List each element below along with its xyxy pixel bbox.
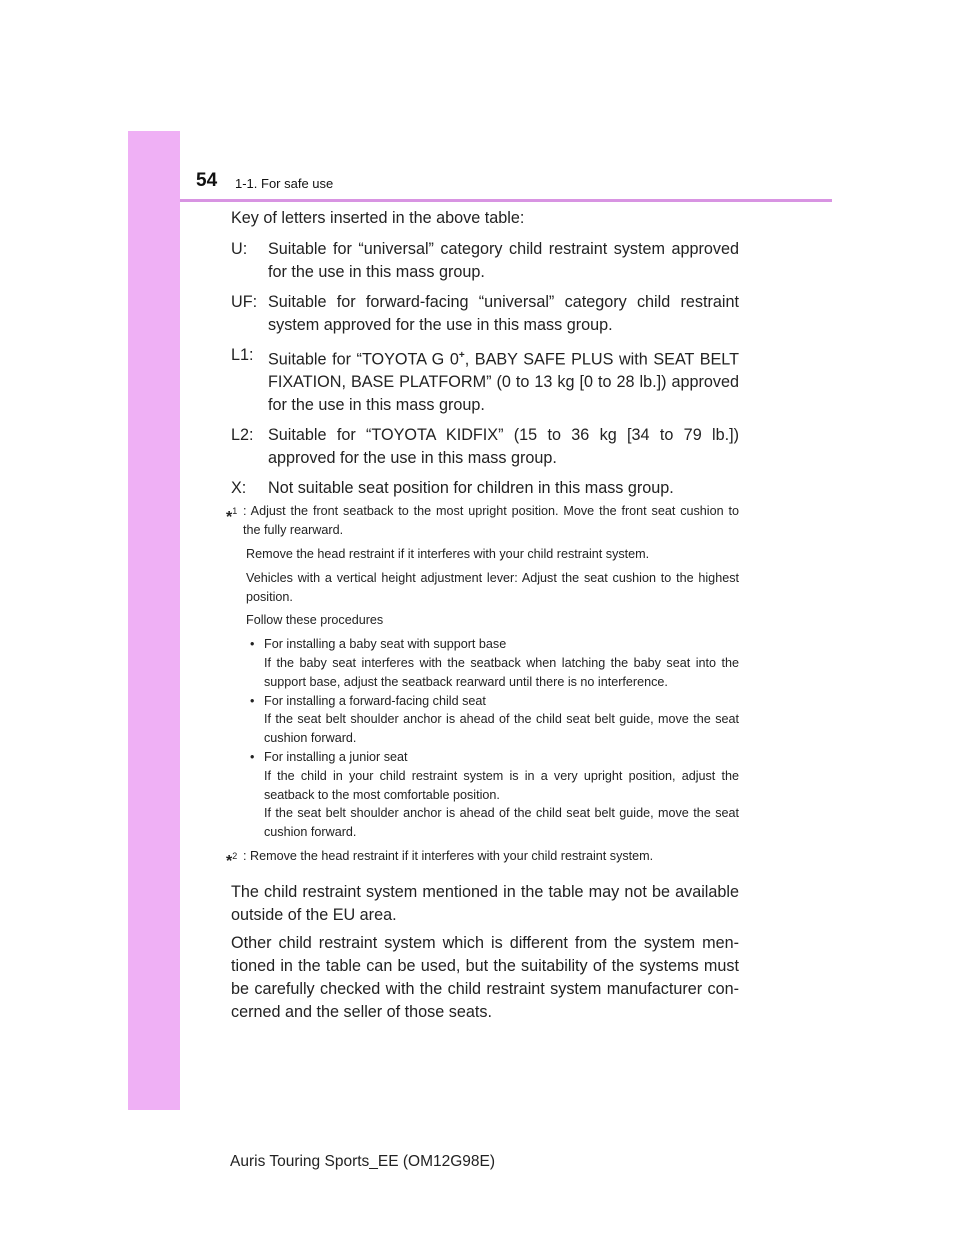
key-intro: Key of letters inserted in the above table: (231, 209, 525, 227)
list-item (246, 635, 739, 691)
key-item-x (231, 477, 739, 500)
footnote-text: Vehicles with a vertical height adjustment lever: Adjust the seat cushion to the highest position. (246, 570, 739, 604)
key-text: Not suitable seat position for children in this mass group. (268, 479, 674, 498)
key-item-u (231, 238, 739, 284)
bullet-icon: • (250, 693, 255, 708)
side-tab-band (128, 131, 180, 1110)
key-text: Suitable for “TOYOTA KIDFIX” (15 to 36 kg [34 to 79 lb.]) approved for the use in this mass group. (268, 426, 739, 468)
key-item-uf (231, 291, 739, 337)
key-text-sup: + (458, 350, 465, 361)
list-item (246, 692, 739, 748)
bullet-detail: If the child in your child restraint system is in a very upright position, adjust the seatback to the most comfortable position. (264, 768, 739, 802)
key-code: L1: (231, 346, 254, 364)
bullet-detail: If the seat belt shoulder anchor is ahead of the child seat belt guide, move the seat cushion forward. (264, 806, 739, 840)
key-text: Suitable for “universal” category child restraint system approved for the use in this mass group. (268, 240, 739, 281)
bullet-title: For installing a forward-facing child seat (264, 693, 486, 708)
footnote-1 (226, 502, 739, 846)
footnote-text: Remove the head restraint if it interferes with your child restraint system. (246, 546, 650, 561)
header-rule (180, 199, 832, 202)
procedure-list (246, 635, 739, 842)
bullet-icon: • (250, 637, 255, 652)
footnote-text: : Remove the head restraint if it interferes with your child restraint system. (243, 848, 654, 863)
footnote-marker: *$^1$ (226, 506, 238, 526)
closing-paragraph: The child restraint system mentioned in the table may not be available outside of the EU area. (231, 882, 739, 924)
key-text-post: , BABY SAFE PLUS with SEAT BELT FIXATION, BASE PLATFORM” (0 to 13 kg [0 to 28 lb.]) approved for the use in this mass group. (268, 350, 739, 415)
list-item (246, 748, 739, 842)
footnote-2 (226, 847, 739, 871)
footnote-text: : Adjust the front seatback to the most upright position. Move the front seat cushion to the fully rearward. (243, 504, 739, 538)
page-content (226, 207, 739, 1029)
footnote-marker: *$^2$ (226, 850, 238, 871)
footnote-text: Follow these procedures (246, 613, 384, 628)
key-code: L2: (231, 426, 254, 445)
closing-paragraph: Other child restraint system which is different from the system men-tioned in the table can be used, but the suitability of the systems must be carefully checked with the child restraint system manufacturer con-cerned and the seller of those seats. (231, 933, 739, 1021)
key-text: Suitable for forward-facing “universal” category child restraint system approved for the use in this mass group. (268, 293, 739, 334)
section-title: 1-1. For safe use (235, 176, 334, 191)
page-footer: Auris Touring Sports_EE (OM12G98E) (230, 1153, 496, 1170)
key-text-pre: Suitable for “TOYOTA G 0 (268, 350, 459, 369)
key-code: X: (231, 479, 247, 498)
bullet-detail: If the seat belt shoulder anchor is ahead of the child seat belt guide, move the seat cushion forward. (264, 712, 739, 746)
bullet-title: For installing a junior seat (264, 749, 408, 764)
closing-notes (231, 881, 739, 1024)
key-code: U: (231, 240, 248, 258)
key-item-l1 (231, 344, 739, 417)
bullet-detail: If the baby seat interferes with the seatback when latching the baby seat into the support base, adjust the seatback rearward until there is no interference. (264, 655, 739, 689)
key-code: UF: (231, 293, 258, 311)
key-item-l2 (231, 424, 739, 470)
page-number: 54 (196, 170, 218, 191)
bullet-title: For installing a baby seat with support base (264, 637, 507, 652)
key-text (268, 344, 739, 417)
bullet-icon: • (250, 749, 255, 764)
